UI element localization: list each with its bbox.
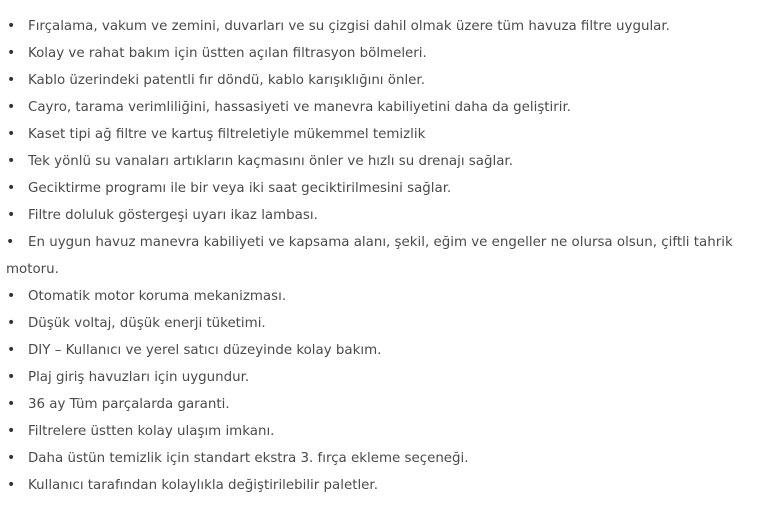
bullet-icon: • <box>7 315 16 331</box>
list-item-text: Geciktirme programı ile bir veya iki saat geciktirilmesini sağlar. <box>28 181 452 196</box>
list-item-text: 36 ay Tüm parçalarda garanti. <box>28 397 230 412</box>
list-item <box>6 283 764 310</box>
bullet-icon: • <box>7 72 16 88</box>
list-item <box>6 310 764 337</box>
bullet-icon: • <box>7 477 16 493</box>
list-item <box>6 40 764 67</box>
bullet-icon: • <box>7 369 16 385</box>
list-item-text: Kullanıcı tarafından kolaylıkla değiştirilebilir paletler. <box>28 478 378 493</box>
list-item <box>6 121 764 148</box>
list-item <box>6 472 764 499</box>
bullet-icon: • <box>7 288 16 304</box>
list-item <box>6 94 764 121</box>
bullet-icon: • <box>7 180 16 196</box>
bullet-icon: • <box>7 450 16 466</box>
list-item <box>6 202 764 229</box>
list-item <box>6 229 764 283</box>
list-item <box>6 445 764 472</box>
bullet-icon: • <box>7 153 16 169</box>
list-item <box>6 148 764 175</box>
feature-list <box>6 13 764 499</box>
list-item-text: Cayro, tarama verimliliğini, hassasiyeti ve manevra kabiliyetini daha da geliştirir. <box>28 100 572 115</box>
list-item-text: En uygun havuz manevra kabiliyeti ve kapsama alanı, şekil, eğim ve engeller ne olursa olsun, çiftli tahrik motoru. <box>6 235 733 277</box>
bullet-icon: • <box>7 423 16 439</box>
bullet-icon: • <box>7 99 16 115</box>
list-item-text: Kablo üzerindeki patentli fır döndü, kablo karışıklığını önler. <box>28 73 425 88</box>
list-item-text: Daha üstün temizlik için standart ekstra 3. fırça ekleme seçeneği. <box>28 451 469 466</box>
list-item-text: Filtre doluluk göstergeşi uyarı ikaz lambası. <box>28 208 318 223</box>
bullet-icon: • <box>7 126 16 142</box>
list-item-text: Kolay ve rahat bakım için üstten açılan filtrasyon bölmeleri. <box>28 46 427 61</box>
list-item <box>6 67 764 94</box>
list-item-text: Tek yönlü su vanaları artıkların kaçmasını önler ve hızlı su drenajı sağlar. <box>28 154 513 169</box>
list-item <box>6 364 764 391</box>
list-item-text: DIY – Kullanıcı ve yerel satıcı düzeyinde kolay bakım. <box>28 343 382 358</box>
list-item <box>6 418 764 445</box>
bullet-icon: • <box>7 396 16 412</box>
bullet-icon: • <box>7 45 16 61</box>
list-item <box>6 391 764 418</box>
bullet-icon: • <box>7 207 16 223</box>
bullet-icon: • <box>6 234 15 250</box>
list-item-text: Fırçalama, vakum ve zemini, duvarları ve su çizgisi dahil olmak üzere tüm havuza filtre uygular. <box>28 19 670 34</box>
list-item-text: Filtrelere üstten kolay ulaşım imkanı. <box>28 424 275 439</box>
list-item-text: Otomatik motor koruma mekanizması. <box>28 289 287 304</box>
list-item <box>6 175 764 202</box>
list-item <box>6 13 764 40</box>
list-item-text: Plaj giriş havuzları için uygundur. <box>28 370 250 385</box>
bullet-icon: • <box>7 18 16 34</box>
list-item <box>6 337 764 364</box>
list-item-text: Kaset tipi ağ filtre ve kartuş filtreletiyle mükemmel temizlik <box>28 127 426 142</box>
bullet-icon: • <box>7 342 16 358</box>
list-item-text: Düşük voltaj, düşük enerji tüketimi. <box>28 316 266 331</box>
